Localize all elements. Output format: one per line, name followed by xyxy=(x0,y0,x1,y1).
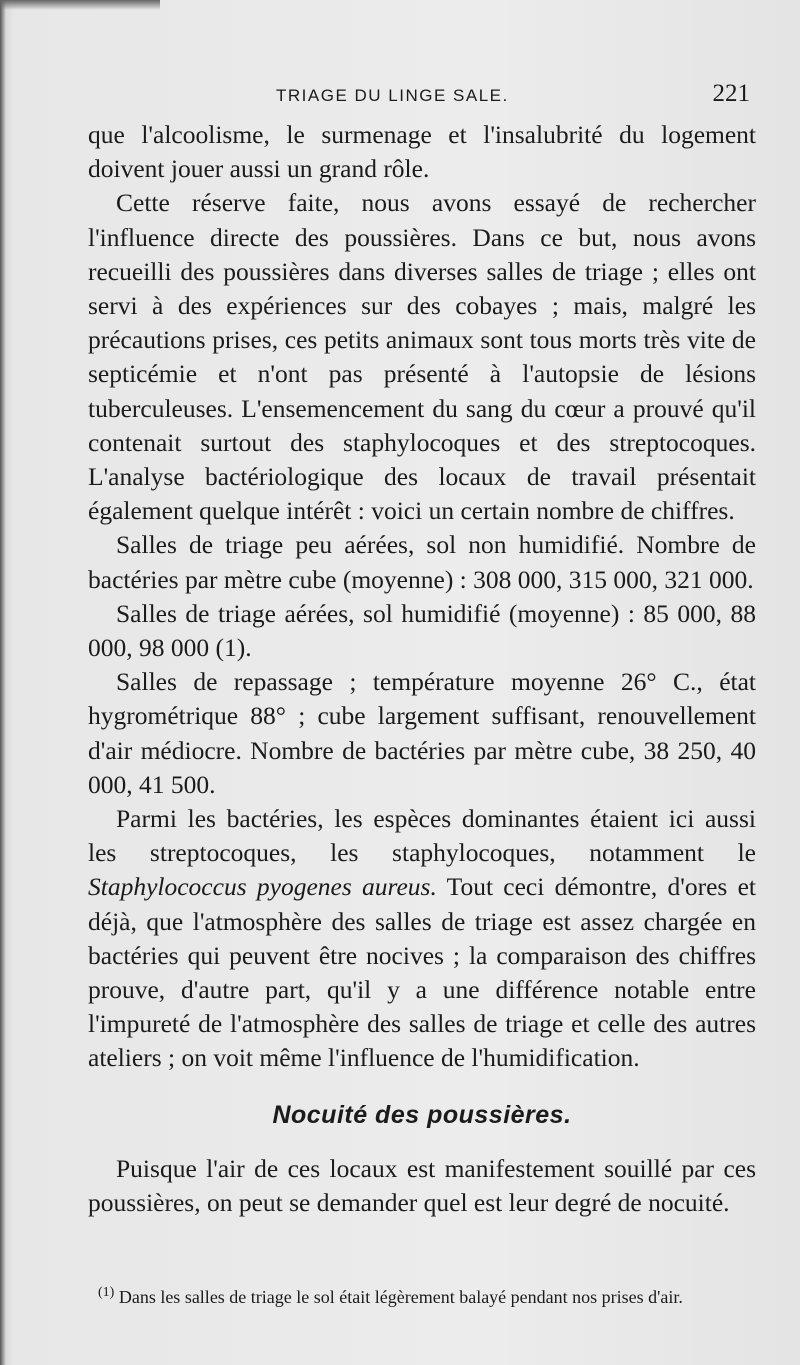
paragraph-6-start: Parmi les bactéries, les espèces dominantes étaient ici aussi les streptocoques, les staphylocoques, notamment le xyxy=(88,804,756,868)
paragraph-4: Salles de triage aérées, sol humidifié (moyenne) : 85 000, 88 000, 98 000 (1). xyxy=(88,598,756,663)
section-title: Nocuité des poussières. xyxy=(272,1100,572,1129)
footnote-marker: (1) xyxy=(98,1285,115,1300)
page-header xyxy=(90,80,750,112)
footnote xyxy=(98,1282,762,1308)
paragraph-3: Salles de triage peu aérées, sol non humidifié. Nombre de bactéries par mètre cube (moyenne) : 308 000, 315 000, 321 000. xyxy=(88,530,756,594)
paragraph-1: que l'alcoolisme, le surmenage et l'insalubrité du logement doivent jouer aussi un grand rôle. xyxy=(88,120,756,184)
paragraph-6 xyxy=(88,802,756,1076)
footnote-text: Dans les salles de triage le sol était légèrement balayé pendant nos prises d'air. xyxy=(114,1287,683,1307)
binding-shadow xyxy=(0,0,6,1365)
paragraph-2: Cette réserve faite, nous avons essayé de rechercher l'influence directe des poussières. Dans ce but, nous avons recueilli des poussières dans diverses salles de triage ; elles ont servi à des expériences sur des cobayes ; mais, malgré les précautions prises, ces petits animaux sont tous morts très vite de septicémie et n'ont pas présenté à l'autopsie de lésions tuberculeuses. L'ensemencement du sang du cœur a prouvé qu'il contenait surtout des staphylocoques et des streptocoques. L'analyse bactériologique des locaux de travail présentait également quelque intérêt : voici un certain nombre de chiffres. xyxy=(88,188,756,526)
running-head: TRIAGE DU LINGE SALE. xyxy=(276,86,509,105)
paragraph-5: Salles de repassage ; température moyenne 26° C., état hygrométrique 88° ; cube largement suffisant, renouvellement d'air médiocre. Nombre de bactéries par mètre cube, 38 250, 40 000, 41 500. xyxy=(88,667,756,799)
page-number: 221 xyxy=(712,80,750,107)
body-text xyxy=(88,118,756,1220)
paragraph-6-end: Tout ceci démontre, d'ores et déjà, que l'atmosphère des salles de triage est assez chargée en bactéries qui peuvent être nocives ; la comparaison des chiffres prouve, d'autre part, qu'il y a une différence notable entre l'impureté de l'atmosphère des salles de triage et celle des autres ateliers ; on voit même l'influence de l'humidification. xyxy=(88,872,756,1073)
scan-shadow xyxy=(0,0,160,10)
species-name: Staphylococcus pyogenes aureus. xyxy=(88,872,437,902)
paragraph-7: Puisque l'air de ces locaux est manifestement souillé par ces poussières, on peut se demander quel est leur degré de nocuité. xyxy=(88,1153,756,1218)
